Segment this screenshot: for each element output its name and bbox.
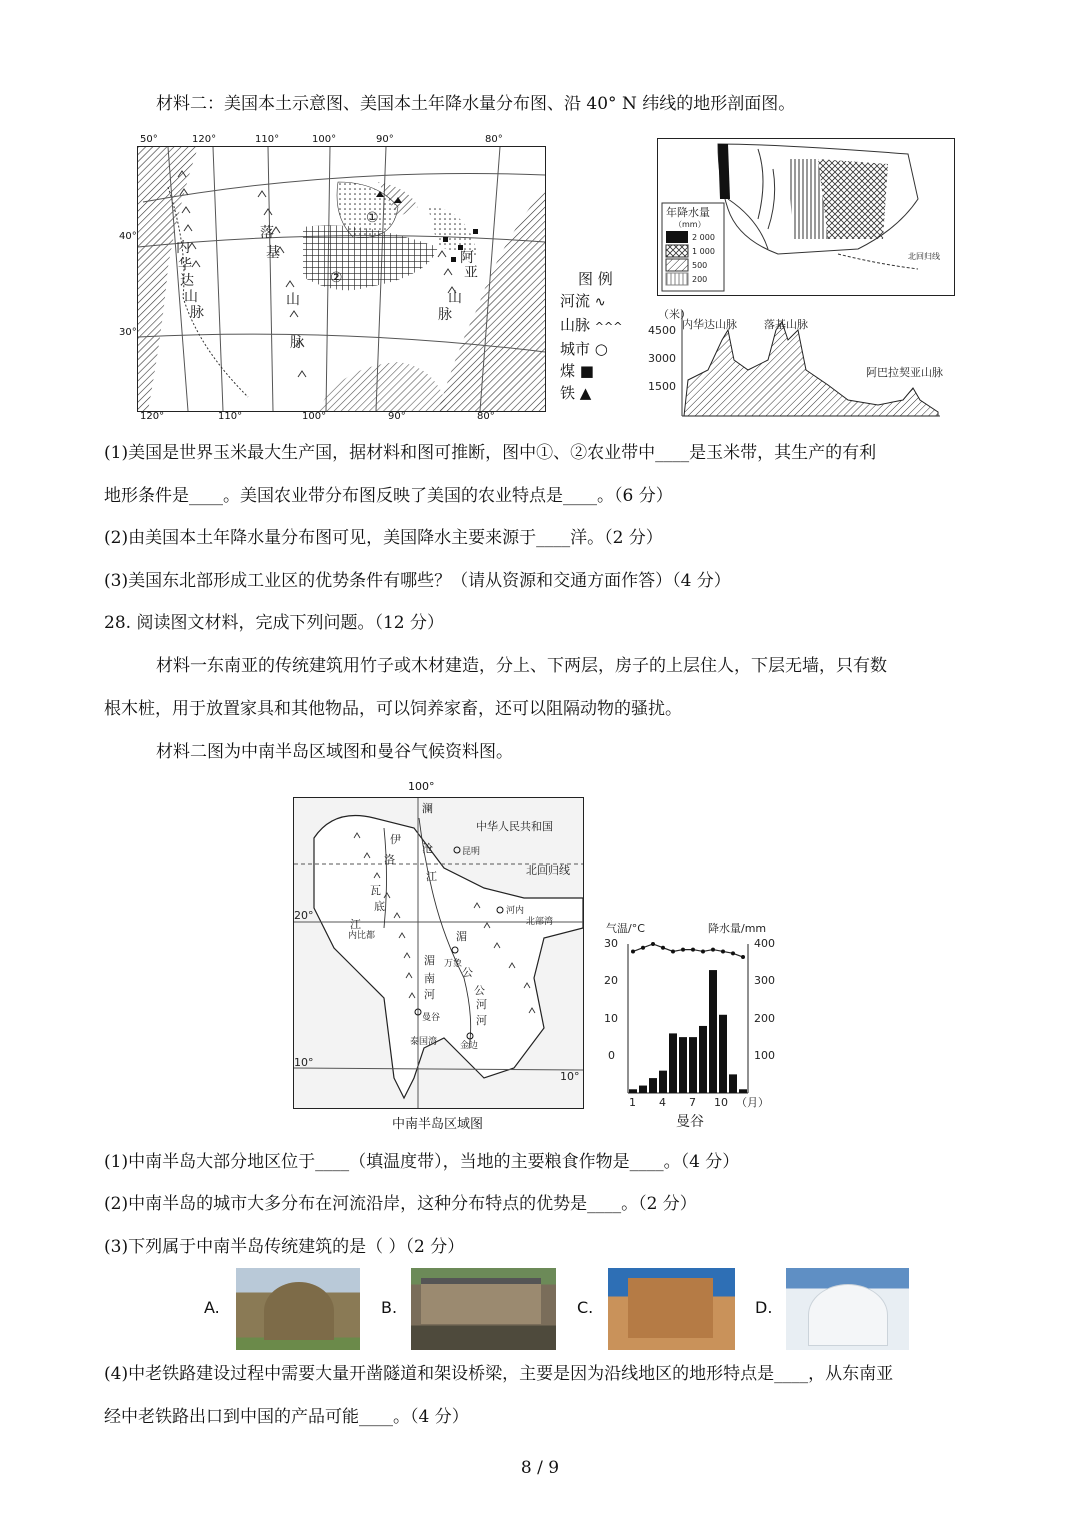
label-river: 底: [374, 900, 385, 913]
option-c-label[interactable]: C.: [577, 1298, 594, 1317]
x-tick: 4: [659, 1096, 666, 1109]
question-2: (2)由美国本土年降水量分布图可见，美国降水主要来源于____洋。（2 分）: [104, 528, 663, 548]
us-precip-map: [657, 138, 955, 296]
lat-10: 10°: [294, 1056, 314, 1069]
temp-axis-label: 气温/°C: [606, 922, 645, 935]
precip-tick: 100: [754, 1049, 775, 1062]
profile-label-nevada: 内华达山脉: [682, 318, 737, 331]
temp-tick: 0: [608, 1049, 615, 1062]
terrain-profile: [648, 300, 948, 420]
precip-bar: [699, 1026, 707, 1093]
temp-line: [633, 944, 743, 957]
belt-1-label: ①: [366, 210, 379, 226]
lat-10-right: 10°: [560, 1070, 580, 1083]
label-gulf-thailand: 泰国湾: [410, 1037, 438, 1047]
profile-label-rocky: 落基山脉: [764, 318, 808, 331]
label-naypyidaw: 内比都: [348, 931, 376, 941]
part-2: (2)中南半岛的城市大多分布在河流沿岸，这种分布特点的优势是____。（2 分）: [104, 1194, 697, 1214]
precip-axis-label: 降水量/mm: [708, 922, 767, 935]
question-3: (3)美国东北部形成工业区的优势条件有哪些？（请从资源和交通方面作答）（4 分）: [104, 571, 731, 591]
bangkok-climate-chart: [598, 916, 788, 1136]
part-4b: 经中老铁路出口到中国的产品可能____。（4 分）: [104, 1407, 469, 1427]
us-map: [137, 146, 546, 412]
temp-point: [691, 948, 695, 952]
label-kunming: 昆明: [462, 847, 481, 857]
temp-point: [731, 951, 735, 955]
map-label: 脉: [190, 305, 204, 321]
temp-point: [651, 942, 655, 946]
temp-point: [711, 948, 715, 952]
option-a-label[interactable]: A.: [204, 1298, 220, 1317]
legend-city: 城市: [560, 340, 591, 358]
x-label: （月）: [736, 1096, 769, 1109]
chart-title: 曼谷: [676, 1114, 704, 1130]
map-label: 脉: [290, 335, 304, 351]
label-river: 河: [424, 988, 435, 1001]
map-label: 内: [176, 240, 190, 256]
temp-point: [741, 955, 745, 959]
profile-ytick: 1500: [648, 380, 676, 393]
label-river: 南: [424, 972, 435, 985]
legend-mountain: 山脉: [560, 316, 591, 334]
map-label: 亚: [464, 265, 478, 281]
material2b: 材料二图为中南半岛区域图和曼谷气候资料图。: [156, 742, 513, 762]
material2-title: 材料二：美国本土示意图、美国本土年降水量分布图、沿 40° N 纬线的地形剖面图。: [156, 94, 796, 114]
label-river: 湄: [424, 954, 435, 967]
tropic-label: 北回归线: [908, 252, 940, 261]
precip-bar: [719, 1015, 727, 1093]
temp-tick: 10: [604, 1012, 618, 1025]
precip-unit: （mm）: [674, 220, 706, 229]
option-d-label[interactable]: D.: [755, 1298, 773, 1317]
temp-tick: 30: [604, 937, 618, 950]
label-river: 沧: [422, 842, 433, 855]
temp-point: [701, 949, 705, 953]
map-label: 山: [184, 289, 198, 305]
precip-tick: 200: [754, 1012, 775, 1025]
profile-ytick: 3000: [648, 352, 676, 365]
profile-ytick: 4500: [648, 324, 676, 337]
label-river: 江: [350, 918, 361, 931]
legend-river: 河流: [560, 292, 591, 310]
precip-bar: [649, 1078, 657, 1093]
label-river: 公: [462, 966, 473, 979]
option-d-image[interactable]: [786, 1268, 909, 1350]
precip-legend-title: 年降水量: [666, 206, 710, 219]
part-4a: (4)中老铁路建设过程中需要大量开凿隧道和架设桥梁，主要是因为沿线地区的地形特点是____，从东南亚: [104, 1364, 894, 1384]
option-a-image[interactable]: [236, 1268, 360, 1350]
label-bangkok: 曼谷: [422, 1013, 441, 1023]
label-phnompenh: 金边: [460, 1041, 479, 1051]
legend-title: 图 例: [578, 270, 613, 288]
belt-2-label: ②: [330, 270, 343, 286]
map-label: 阿: [460, 250, 474, 266]
x-tick: 1: [629, 1096, 636, 1109]
temp-point: [681, 948, 685, 952]
label-river: 湄: [456, 930, 467, 943]
precip-bar: [709, 970, 717, 1093]
precip-bar: [689, 1037, 697, 1093]
legend-iron: 铁: [560, 384, 576, 402]
temp-point: [661, 946, 665, 950]
map-label: 山: [448, 290, 462, 306]
label-vientiane: 万象: [444, 959, 463, 969]
temp-point: [721, 949, 725, 953]
label-river: 江: [426, 870, 437, 883]
precip-bar: [729, 1074, 737, 1093]
precip-bar: [679, 1037, 687, 1093]
x-tick: 10: [714, 1096, 728, 1109]
stilt-house-shape: [421, 1278, 541, 1324]
map-label: 达: [180, 273, 194, 289]
label-river: 公: [474, 984, 485, 997]
lat-30: 30°: [119, 327, 137, 338]
map-label: 华: [178, 257, 192, 273]
x-tick: 7: [689, 1096, 696, 1109]
us-map-legend: 图 例 河流 ∿ 山脉 ^^^ 城市 ○ 煤 ■ 铁 ▲: [560, 270, 623, 402]
lat-40: 40°: [119, 231, 137, 242]
label-river: 洛: [384, 853, 395, 866]
map-label: 山: [286, 292, 300, 308]
precip-level: 200: [692, 275, 708, 284]
label-river: 瓦: [370, 884, 381, 897]
label-river: 河: [476, 998, 487, 1011]
precip-level: 500: [692, 261, 708, 270]
precip-tick: 300: [754, 974, 775, 987]
precip-bar: [629, 1089, 637, 1093]
precip-bar: [639, 1086, 647, 1093]
precip-bar: [659, 1071, 667, 1093]
igloo-shape: [808, 1284, 888, 1346]
temp-tick: 20: [604, 974, 618, 987]
option-b-label[interactable]: B.: [381, 1298, 398, 1317]
option-c-image[interactable]: [608, 1268, 735, 1350]
map-label: 落: [260, 225, 274, 241]
label-gulf-tonkin: 北部湾: [526, 917, 554, 927]
page-number: 8 / 9: [520, 1458, 560, 1478]
label-tropic: 北回归线: [526, 864, 570, 877]
precip-tick: 400: [754, 937, 775, 950]
option-b-image[interactable]: [411, 1268, 556, 1350]
profile-unit: （米）: [658, 308, 691, 321]
precip-bar: [739, 1089, 747, 1093]
label-china: 中华人民共和国: [476, 820, 553, 833]
indochina-caption: 中南半岛区域图: [391, 1117, 483, 1132]
precip-bar: [669, 1033, 677, 1093]
part-1: (1)中南半岛大部分地区位于____（填温度带），当地的主要粮食作物是____。（4 分）: [104, 1152, 740, 1172]
tower-shape: [628, 1278, 713, 1338]
precip-level: 2 000: [692, 233, 715, 242]
lon-100: 100°: [408, 780, 435, 793]
map-label: 脉: [438, 307, 452, 323]
precip-level: 1 000: [692, 247, 715, 256]
material1-line2: 根木桩，用于放置家具和其他物品，可以饲养家畜，还可以阻隔动物的骚扰。: [104, 699, 682, 719]
temp-point: [671, 949, 675, 953]
label-river: 澜: [422, 802, 433, 815]
climate-svg: [598, 916, 788, 1136]
temp-point: [631, 949, 635, 953]
legend-coal: 煤: [560, 362, 576, 380]
map-label: 基: [266, 245, 280, 261]
lat-20: 20°: [294, 909, 314, 922]
indochina-map: [293, 797, 584, 1109]
question-28: 28. 阅读图文材料，完成下列问题。（12 分）: [104, 613, 444, 633]
label-hanoi: 河内: [506, 906, 525, 916]
material1-line1: 材料一东南亚的传统建筑用竹子或木材建造，分上、下两层，房子的上层住人，下层无墙，只有数: [156, 656, 887, 676]
label-river: 伊: [390, 833, 401, 846]
profile-label-appalachian: 阿巴拉契亚山脉: [866, 366, 943, 379]
label-river: 河: [476, 1014, 487, 1027]
part-3: (3)下列属于中南半岛传统建筑的是（ ）（2 分）: [104, 1237, 465, 1257]
temp-point: [641, 946, 645, 950]
question-1b: 地形条件是____。美国农业带分布图反映了美国的农业特点是____。（6 分）: [104, 486, 673, 506]
question-1a: (1)美国是世界玉米最大生产国，据材料和图可推断，图中①、②农业带中____是玉米带，其生产的有利: [104, 443, 877, 463]
hut-shape: [264, 1282, 334, 1340]
